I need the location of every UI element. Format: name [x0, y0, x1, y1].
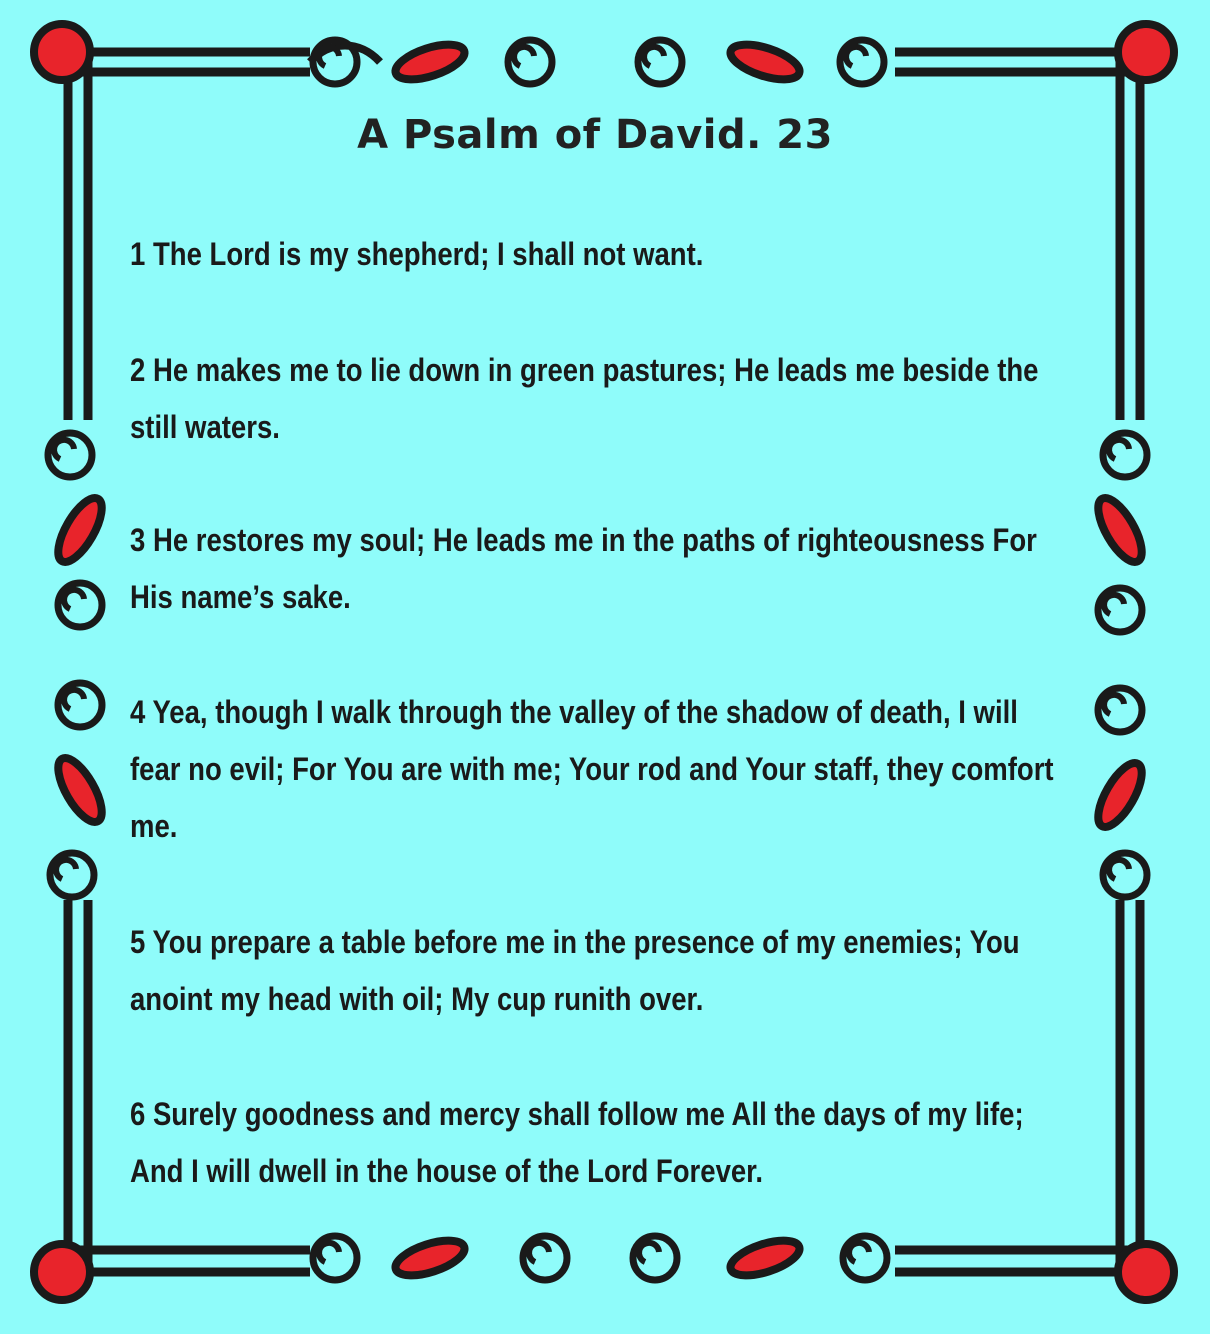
- verse-4: 4 Yea, though I walk through the valley of the shadow of death, I will fear no evil; For You are with me; Your rod and Your staff, they comfort me.: [130, 694, 1054, 844]
- verse-2: 2 He makes me to lie down in green pastures; He leads me beside the still waters.: [130, 352, 1039, 445]
- page-title: A Psalm of David. 23: [357, 112, 833, 158]
- bottom-scroll-ornament-icon: [313, 1234, 887, 1283]
- verse-6: 6 Surely goodness and mercy shall follow me All the days of my life; And I will dwell in the house of the Lord Forever.: [130, 1096, 1024, 1189]
- verse-5: 5 You prepare a table before me in the presence of my enemies; You anoint my head with oil; My cup runith over.: [130, 924, 1020, 1017]
- verse-3: 3 He restores my soul; He leads me in the paths of righteousness For His name’s sake.: [130, 522, 1037, 615]
- verse-1: 1 The Lord is my shepherd; I shall not want.: [130, 236, 704, 272]
- left-scroll-ornament-icon: [48, 433, 110, 897]
- right-scroll-ornament-icon: [1090, 433, 1150, 897]
- top-scroll-ornament-icon: [310, 38, 884, 87]
